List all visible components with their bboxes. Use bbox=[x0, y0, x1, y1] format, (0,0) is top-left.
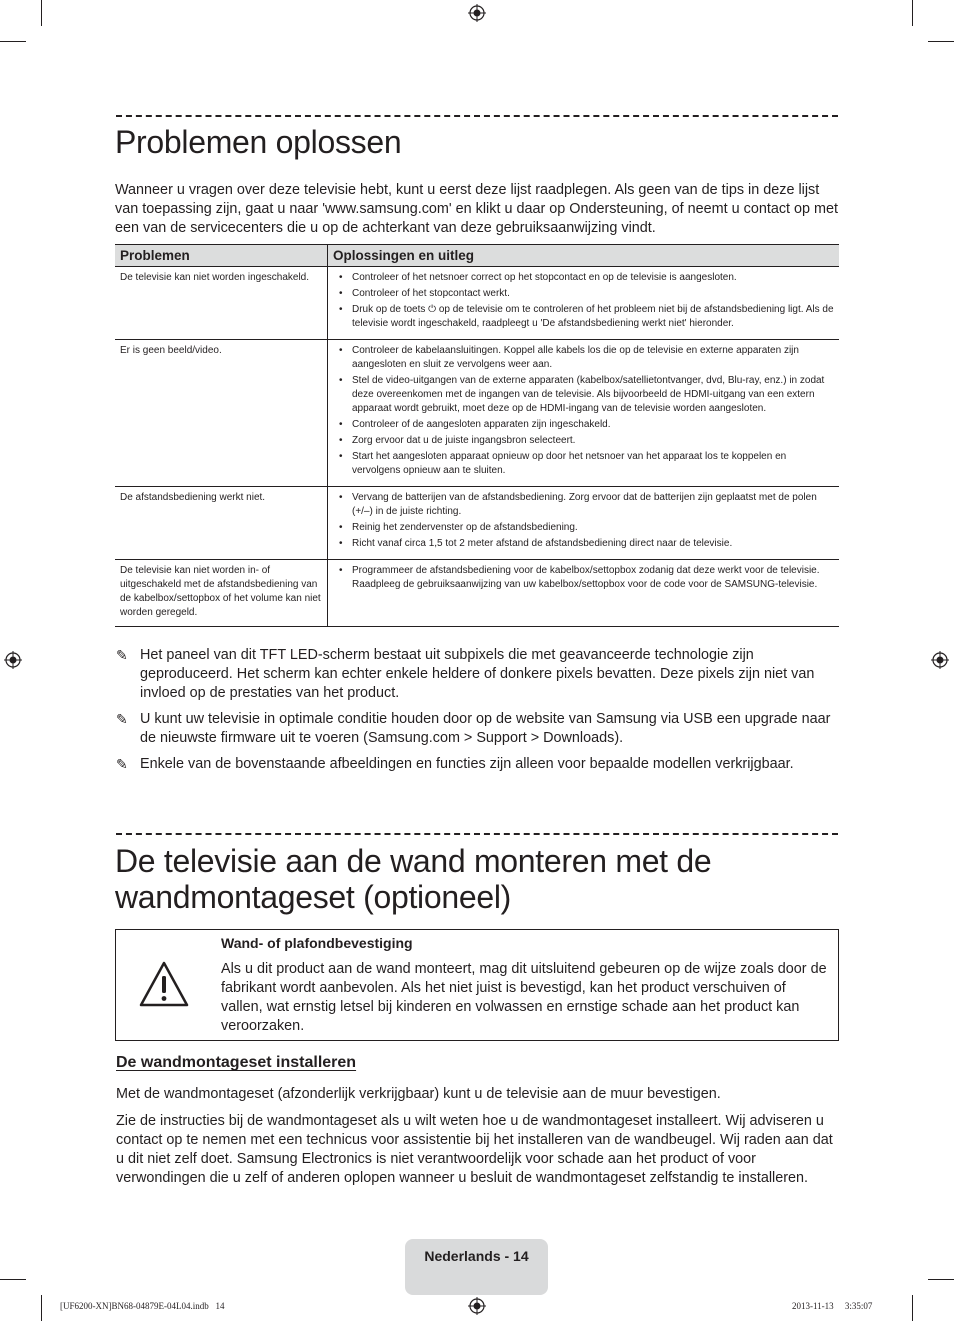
table-row bbox=[115, 560, 839, 627]
section-title-troubleshooting: Problemen oplossen bbox=[115, 124, 402, 160]
note bbox=[116, 755, 840, 774]
pencil-icon: ✎ bbox=[116, 711, 128, 727]
print-file-info: [UF6200-XN]BN68-04879E-04L04.indb 14 bbox=[60, 1301, 225, 1311]
crop-mark bbox=[41, 0, 42, 26]
solution-item: • Controleer of het netsnoer correct op het stopcontact en op de televisie is aangesloten. bbox=[333, 271, 834, 285]
solution-cell bbox=[328, 560, 840, 627]
problem-cell: Er is geen beeld/video. bbox=[115, 340, 328, 487]
solution-item: • Zorg ervoor dat u de juiste ingangsbron selecteert. bbox=[333, 434, 834, 448]
column-header: Oplossingen en uitleg bbox=[328, 245, 840, 267]
solution-item: • Stel de video-uitgangen van de externe apparaten (kabelbox/satellietontvanger, dvd, Blu-ray, enz.) in zodat deze overeenkomen met de ingangen van de televisie. Als bijvoorbeeld de HDMI-uitgang van een extern apparaat wordt gebruikt, moet deze op de HDMI-ingang van de televisie worden aangesloten. bbox=[333, 374, 834, 416]
registration-mark-icon bbox=[468, 4, 486, 22]
section-divider bbox=[116, 115, 838, 117]
pencil-icon: ✎ bbox=[116, 756, 128, 772]
crop-mark bbox=[41, 1295, 42, 1321]
crop-mark bbox=[912, 1295, 913, 1321]
section-title-wall-mount bbox=[115, 843, 711, 915]
registration-mark-icon bbox=[468, 1297, 486, 1315]
warning-triangle-icon bbox=[138, 960, 190, 1008]
warning-heading: Wand- of plafondbevestiging bbox=[221, 935, 413, 951]
solution-item: • Controleer of het stopcontact werkt. bbox=[333, 287, 834, 301]
problem-cell: De afstandsbediening werkt niet. bbox=[115, 487, 328, 560]
note-text: U kunt uw televisie in optimale conditie houden door op de website van Samsung via USB een upgrade naar de nieuwste firmware uit te voeren (Samsung.com > Support > Downloads). bbox=[140, 711, 831, 746]
note bbox=[116, 646, 840, 703]
crop-mark bbox=[912, 0, 913, 26]
solution-cell bbox=[328, 340, 840, 487]
pencil-icon: ✎ bbox=[116, 647, 128, 663]
install-paragraph: Met de wandmontageset (afzonderlijk verkrijgbaar) kunt u de televisie aan de muur bevestigen. bbox=[116, 1086, 721, 1102]
print-timestamp: 2013-11-13 3:35:07 bbox=[792, 1301, 873, 1311]
title-line: De televisie aan de wand monteren met de bbox=[115, 843, 712, 879]
table-header-row bbox=[115, 245, 839, 267]
solution-item: • Controleer of de aangesloten apparaten zijn ingeschakeld. bbox=[333, 418, 834, 432]
subheading-install: De wandmontageset installeren bbox=[116, 1054, 357, 1071]
crop-mark bbox=[0, 1279, 26, 1280]
note-text: Enkele van de bovenstaande afbeeldingen en functies zijn alleen voor bepaalde modellen verkrijgbaar. bbox=[140, 756, 794, 772]
note-text: Het paneel van dit TFT LED-scherm bestaat uit subpixels die met geavanceerde technologie zijn geproduceerd. Het scherm kan echter enkele heldere of donkere pixels bevatten. Deze pixels zijn niet van invloed op de prestaties van het product. bbox=[140, 647, 815, 701]
title-line: wandmontageset (optioneel) bbox=[115, 879, 512, 915]
registration-mark-icon bbox=[4, 651, 22, 669]
warning-box bbox=[115, 929, 839, 1041]
solution-item: • Reinig het zendervenster op de afstandsbediening. bbox=[333, 521, 834, 535]
intro-paragraph: Wanneer u vragen over deze televisie hebt, kunt u eerst deze lijst raadplegen. Als geen van de tips in deze lijst van toepassing zijn, gaat u naar 'www.samsung.com' en klikt u daar op Ondersteuning, of neemt u contact op met een van de servicecenters die u op de achterkant van deze gebruiksaanwijzing vindt. bbox=[115, 182, 839, 236]
solution-item: • Vervang de batterijen van de afstandsbediening. Zorg ervoor dat de batterijen zijn geplaatst met de polen (+/–) in de juiste richting. bbox=[333, 491, 834, 519]
solution-item: • Richt vanaf circa 1,5 tot 2 meter afstand de afstandsbediening direct naar de televisie. bbox=[333, 537, 834, 551]
solution-cell bbox=[328, 267, 840, 340]
note bbox=[116, 710, 840, 748]
solution-item: • Druk op de toets ⏻ op de televisie om te controleren of het probleem niet bij de afstandsbediening ligt. Als de televisie wordt ingeschakeld, raadpleegt u 'De afstandsbediening werkt niet' hieronder. bbox=[333, 303, 834, 331]
problem-cell: De televisie kan niet worden in- of uitgeschakeld met de afstandsbediening van de kabelbox/settopbox of het volume kan niet worden geregeld. bbox=[115, 560, 328, 627]
solution-item: • Controleer de kabelaansluitingen. Koppel alle kabels los die op de televisie en externe apparaten zijn aangesloten en sluit ze vervolgens weer aan. bbox=[333, 344, 834, 372]
solution-item: • Programmeer de afstandsbediening voor de kabelbox/settopbox zodanig dat deze werkt voor de televisie. Raadpleeg de gebruiksaanwijzing van uw kabelbox/settopbox voor de code voor de SAMSUNG-televisie. bbox=[333, 564, 834, 592]
problem-cell: De televisie kan niet worden ingeschakeld. bbox=[115, 267, 328, 340]
table-row bbox=[115, 267, 839, 340]
install-paragraph: Zie de instructies bij de wandmontageset als u wilt weten hoe u de wandmontageset installeert. Wij adviseren u contact op te nemen met een technicus voor assistentie bij het installeren van de wandbeugel. Wij raden aan dat u dit niet zelf doet. Samsung Electronics is niet verantwoordelijk voor schade aan het product of voor verwondingen die u zelf of anderen oplopen wanneer u besluit de wandmontageset zelfstandig te installeren. bbox=[116, 1113, 833, 1186]
page-number-tab bbox=[405, 1239, 548, 1295]
table-row bbox=[115, 487, 839, 560]
warning-text: Als u dit product aan de wand monteert, mag dit uitsluitend gebeuren op de wijze zoals door de fabrikant wordt aanbevolen. Als het niet juist is bevestigd, kan het product verschuiven of vallen, wat ernstig letsel bij kinderen en volwassen en ernstige schade aan het product kan veroorzaken. bbox=[221, 961, 827, 1034]
registration-mark-icon bbox=[931, 651, 949, 669]
column-header: Problemen bbox=[115, 245, 328, 267]
crop-mark bbox=[928, 1279, 954, 1280]
troubleshooting-table bbox=[115, 244, 839, 627]
solution-cell bbox=[328, 487, 840, 560]
crop-mark bbox=[928, 41, 954, 42]
solution-item: • Start het aangesloten apparaat opnieuw op door het netsnoer van het apparaat los te koppelen en vervolgens opnieuw aan te sluiten. bbox=[333, 450, 834, 478]
page-number: Nederlands - 14 bbox=[424, 1248, 529, 1264]
section-divider bbox=[116, 833, 838, 835]
crop-mark bbox=[0, 41, 26, 42]
table-row bbox=[115, 340, 839, 487]
